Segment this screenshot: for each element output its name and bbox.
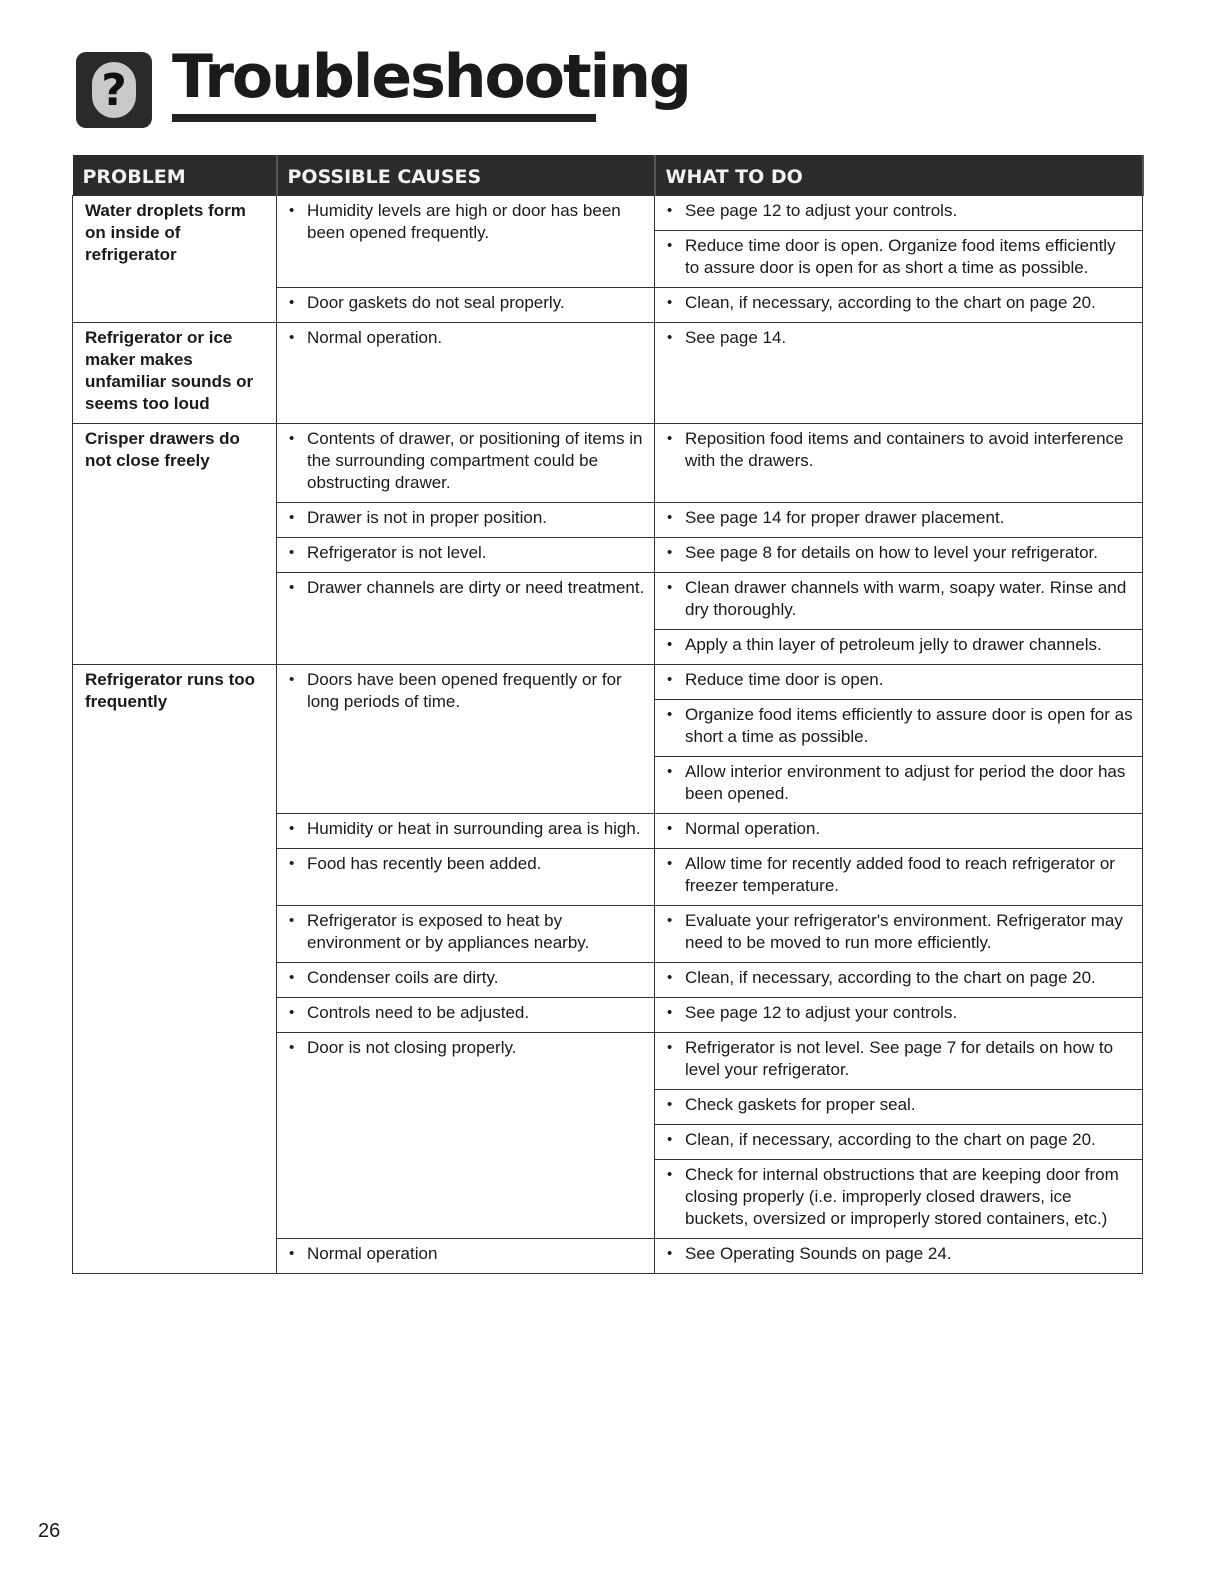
bullet-item	[667, 853, 1134, 897]
bullet-icon: •	[667, 201, 673, 219]
action-cell-text: Clean, if necessary, according to the chart on page 20.	[685, 967, 1096, 987]
bullet-item	[667, 428, 1134, 472]
action-cell	[655, 664, 1143, 699]
bullet-item	[289, 967, 646, 989]
bullet-icon: •	[289, 968, 295, 986]
bullet-item	[667, 200, 1134, 222]
action-cell	[655, 629, 1143, 664]
cause-cell-text: Humidity or heat in surrounding area is high.	[307, 818, 641, 838]
bullet-item	[289, 1037, 646, 1059]
bullet-item	[289, 669, 646, 713]
bullet-icon: •	[289, 1003, 295, 1021]
cause-cell-text: Drawer channels are dirty or need treatment.	[307, 577, 645, 597]
bullet-item	[667, 1243, 1134, 1265]
action-cell-text: See page 8 for details on how to level your refrigerator.	[685, 542, 1098, 562]
question-mark-icon	[76, 52, 152, 128]
action-cell-text: Refrigerator is not level. See page 7 for details on how to level your refrigerator.	[685, 1037, 1114, 1079]
bullet-icon: •	[667, 705, 673, 723]
title-underline	[172, 114, 596, 122]
cause-cell-text: Contents of drawer, or positioning of items in the surrounding compartment could be obstructing drawer.	[307, 428, 643, 492]
cause-cell-text: Food has recently been added.	[307, 853, 542, 873]
action-cell	[655, 502, 1143, 537]
bullet-icon: •	[289, 1244, 295, 1262]
bullet-item	[667, 507, 1134, 529]
action-cell-text: Reduce time door is open.	[685, 669, 884, 689]
bullet-icon: •	[289, 201, 295, 219]
cause-cell	[277, 322, 655, 423]
bullet-item	[667, 1094, 1134, 1116]
bullet-icon: •	[667, 293, 673, 311]
bullet-item	[289, 1243, 646, 1265]
table-body	[73, 195, 1143, 1273]
bullet-icon: •	[667, 578, 673, 596]
cause-cell	[277, 572, 655, 664]
bullet-item	[289, 428, 646, 494]
problem-cell: Refrigerator runs too frequently	[73, 664, 277, 1273]
bullet-icon: •	[667, 1038, 673, 1056]
bullet-icon: •	[289, 328, 295, 346]
bullet-item	[667, 1037, 1134, 1081]
troubleshooting-table	[72, 155, 1144, 1274]
column-header-problem: PROBLEM	[73, 155, 277, 195]
action-cell	[655, 230, 1143, 287]
cause-cell	[277, 502, 655, 537]
bullet-item	[667, 1164, 1134, 1230]
action-cell	[655, 423, 1143, 502]
bullet-item	[289, 853, 646, 875]
action-cell	[655, 962, 1143, 997]
badge-glyph: ?	[92, 62, 136, 118]
action-cell-text: Apply a thin layer of petroleum jelly to drawer channels.	[685, 634, 1102, 654]
action-cell-text: Clean, if necessary, according to the chart on page 20.	[685, 1129, 1096, 1149]
cause-cell-text: Doors have been opened frequently or for long periods of time.	[307, 669, 622, 711]
problem-cell: Crisper drawers do not close freely	[73, 423, 277, 664]
action-cell	[655, 905, 1143, 962]
bullet-item	[667, 292, 1134, 314]
cause-cell	[277, 1032, 655, 1238]
bullet-icon: •	[289, 854, 295, 872]
action-cell-text: Allow interior environment to adjust for period the door has been opened.	[685, 761, 1126, 803]
cause-cell-text: Refrigerator is exposed to heat by environment or by appliances nearby.	[307, 910, 590, 952]
action-cell	[655, 848, 1143, 905]
page-number: 26	[38, 1520, 61, 1542]
action-cell	[655, 1124, 1143, 1159]
bullet-icon: •	[667, 543, 673, 561]
cause-cell	[277, 848, 655, 905]
bullet-item	[667, 761, 1134, 805]
cause-cell	[277, 287, 655, 322]
bullet-item	[289, 577, 646, 599]
cause-cell-text: Controls need to be adjusted.	[307, 1002, 530, 1022]
table-header-row	[73, 155, 1143, 195]
action-cell	[655, 756, 1143, 813]
cause-cell-text: Normal operation	[307, 1243, 438, 1263]
bullet-icon: •	[667, 1244, 673, 1262]
bullet-icon: •	[289, 819, 295, 837]
action-cell-text: See Operating Sounds on page 24.	[685, 1243, 952, 1263]
bullet-icon: •	[289, 508, 295, 526]
action-cell-text: See page 12 to adjust your controls.	[685, 200, 958, 220]
bullet-icon: •	[667, 854, 673, 872]
column-header-what-to-do: WHAT TO DO	[655, 155, 1143, 195]
action-cell-text: See page 12 to adjust your controls.	[685, 1002, 958, 1022]
table-row	[73, 664, 1143, 699]
bullet-item	[289, 200, 646, 244]
bullet-item	[667, 910, 1134, 954]
cause-cell-text: Humidity levels are high or door has been been opened frequently.	[307, 200, 621, 242]
bullet-icon: •	[667, 1003, 673, 1021]
action-cell	[655, 1159, 1143, 1238]
action-cell	[655, 322, 1143, 423]
cause-cell	[277, 1238, 655, 1273]
bullet-item	[667, 327, 1134, 349]
action-cell	[655, 997, 1143, 1032]
cause-cell	[277, 195, 655, 287]
action-cell-text: See page 14.	[685, 327, 787, 347]
cause-cell	[277, 537, 655, 572]
bullet-icon: •	[667, 1130, 673, 1148]
bullet-icon: •	[667, 508, 673, 526]
cause-cell	[277, 997, 655, 1032]
bullet-icon: •	[667, 819, 673, 837]
bullet-icon: •	[667, 1095, 673, 1113]
action-cell	[655, 1238, 1143, 1273]
bullet-item	[667, 542, 1134, 564]
bullet-item	[289, 327, 646, 349]
bullet-icon: •	[289, 670, 295, 688]
cause-cell	[277, 664, 655, 813]
bullet-icon: •	[289, 293, 295, 311]
bullet-icon: •	[667, 968, 673, 986]
table-row	[73, 423, 1143, 502]
bullet-item	[667, 1129, 1134, 1151]
action-cell	[655, 813, 1143, 848]
action-cell	[655, 699, 1143, 756]
action-cell	[655, 537, 1143, 572]
action-cell	[655, 195, 1143, 230]
bullet-icon: •	[289, 578, 295, 596]
bullet-icon: •	[289, 429, 295, 447]
bullet-item	[289, 818, 646, 840]
cause-cell-text: Refrigerator is not level.	[307, 542, 487, 562]
bullet-item	[667, 818, 1134, 840]
action-cell-text: See page 14 for proper drawer placement.	[685, 507, 1005, 527]
cause-cell-text: Door is not closing properly.	[307, 1037, 517, 1057]
bullet-icon: •	[667, 429, 673, 447]
action-cell-text: Check gaskets for proper seal.	[685, 1094, 916, 1114]
problem-cell: Water droplets form on inside of refrigerator	[73, 195, 277, 322]
action-cell-text: Organize food items efficiently to assure door is open for as short a time as possible.	[685, 704, 1133, 746]
table-row	[73, 322, 1143, 423]
bullet-item	[289, 507, 646, 529]
action-cell-text: Clean, if necessary, according to the chart on page 20.	[685, 292, 1096, 312]
problem-cell: Refrigerator or ice maker makes unfamiliar sounds or seems too loud	[73, 322, 277, 423]
bullet-icon: •	[667, 635, 673, 653]
action-cell-text: Evaluate your refrigerator's environment. Refrigerator may need to be moved to run more efficiently.	[685, 910, 1123, 952]
bullet-item	[667, 669, 1134, 691]
bullet-item	[667, 577, 1134, 621]
cause-cell	[277, 813, 655, 848]
column-header-causes: POSSIBLE CAUSES	[277, 155, 655, 195]
cause-cell	[277, 905, 655, 962]
bullet-item	[289, 1002, 646, 1024]
bullet-icon: •	[667, 670, 673, 688]
bullet-icon: •	[289, 1038, 295, 1056]
page-title: Troubleshooting	[172, 42, 690, 112]
bullet-item	[667, 1002, 1134, 1024]
action-cell-text: Allow time for recently added food to reach refrigerator or freezer temperature.	[685, 853, 1115, 895]
cause-cell	[277, 423, 655, 502]
bullet-icon: •	[667, 1165, 673, 1183]
bullet-item	[667, 634, 1134, 656]
action-cell-text: Check for internal obstructions that are keeping door from closing properly (i.e. improperly closed drawers, ice buckets, oversized or improperly stored containers, etc.)	[685, 1164, 1119, 1228]
bullet-item	[289, 292, 646, 314]
cause-cell-text: Drawer is not in proper position.	[307, 507, 548, 527]
bullet-item	[667, 704, 1134, 748]
bullet-icon: •	[667, 762, 673, 780]
bullet-icon: •	[667, 328, 673, 346]
bullet-item	[289, 542, 646, 564]
action-cell	[655, 1032, 1143, 1089]
cause-cell-text: Condenser coils are dirty.	[307, 967, 499, 987]
bullet-item	[289, 910, 646, 954]
table-row	[73, 195, 1143, 230]
action-cell-text: Normal operation.	[685, 818, 821, 838]
action-cell	[655, 287, 1143, 322]
bullet-icon: •	[289, 543, 295, 561]
bullet-item	[667, 235, 1134, 279]
cause-cell-text: Door gaskets do not seal properly.	[307, 292, 565, 312]
bullet-icon: •	[667, 911, 673, 929]
action-cell-text: Clean drawer channels with warm, soapy water. Rinse and dry thoroughly.	[685, 577, 1127, 619]
bullet-item	[667, 967, 1134, 989]
action-cell-text: Reduce time door is open. Organize food items efficiently to assure door is open for as short a time as possible.	[685, 235, 1116, 277]
cause-cell	[277, 962, 655, 997]
bullet-icon: •	[289, 911, 295, 929]
action-cell	[655, 1089, 1143, 1124]
action-cell	[655, 572, 1143, 629]
action-cell-text: Reposition food items and containers to avoid interference with the drawers.	[685, 428, 1124, 470]
cause-cell-text: Normal operation.	[307, 327, 443, 347]
bullet-icon: •	[667, 236, 673, 254]
